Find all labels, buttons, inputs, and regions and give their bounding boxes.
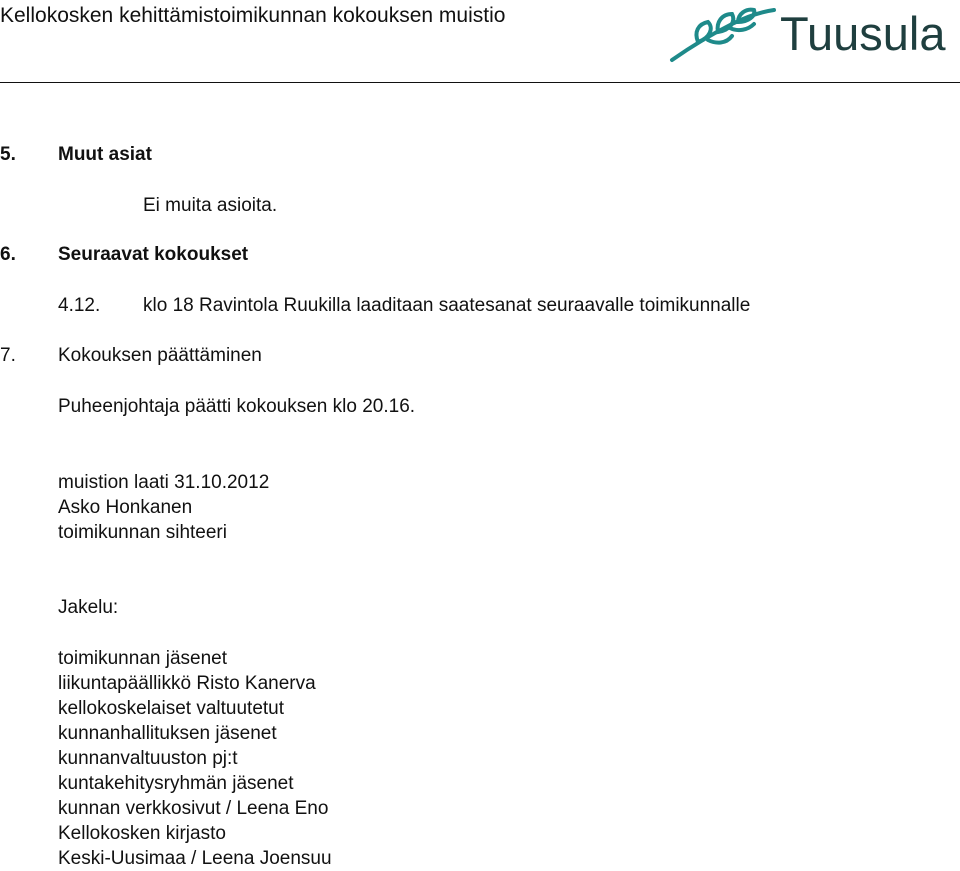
tuusula-logo [668, 2, 960, 70]
distribution-list [58, 646, 332, 871]
section-5-body: Ei muita asioita. [143, 195, 278, 216]
signature-role: toimikunnan sihteeri [58, 522, 227, 543]
distribution-item: liikuntapäällikkö Risto Kanerva [58, 673, 316, 694]
section-6-date: 4.12. [58, 295, 101, 316]
signature-name: Asko Honkanen [58, 497, 193, 518]
distribution-item: toimikunnan jäsenet [58, 648, 227, 669]
section-6-title: Seuraavat kokoukset [58, 244, 249, 265]
distribution-item: Kellokosken kirjasto [58, 823, 226, 844]
section-7-title: Kokouksen päättäminen [58, 345, 262, 366]
distribution-item: kellokoskelaiset valtuutetut [58, 698, 285, 719]
distribution-label: Jakelu: [58, 597, 119, 618]
section-6-number: 6. [0, 244, 16, 265]
distribution-item: kunnanvaltuuston pj:t [58, 748, 238, 769]
distribution-item: kunnan verkkosivut / Leena Eno [58, 798, 329, 819]
section-7-body: Puheenjohtaja päätti kokouksen klo 20.16. [58, 396, 416, 417]
header-divider [0, 82, 960, 83]
logo-wordmark: Tuusula [780, 7, 946, 60]
distribution-item: kuntakehitysryhmän jäsenet [58, 773, 294, 794]
tuusula-leaf-icon [668, 2, 780, 66]
section-7-number: 7. [0, 345, 16, 366]
distribution-item: kunnanhallituksen jäsenet [58, 723, 277, 744]
section-5-number: 5. [0, 144, 16, 165]
distribution-item: Keski-Uusimaa / Leena Joensuu [58, 848, 332, 869]
section-6-body: klo 18 Ravintola Ruukilla laaditaan saatesanat seuraavalle toimikunnalle [143, 295, 751, 316]
document-title: Kellokosken kehittämistoimikunnan kokouksen muistio [0, 4, 506, 27]
section-5-title: Muut asiat [58, 144, 152, 165]
signature-date-line: muistion laati 31.10.2012 [58, 472, 270, 493]
